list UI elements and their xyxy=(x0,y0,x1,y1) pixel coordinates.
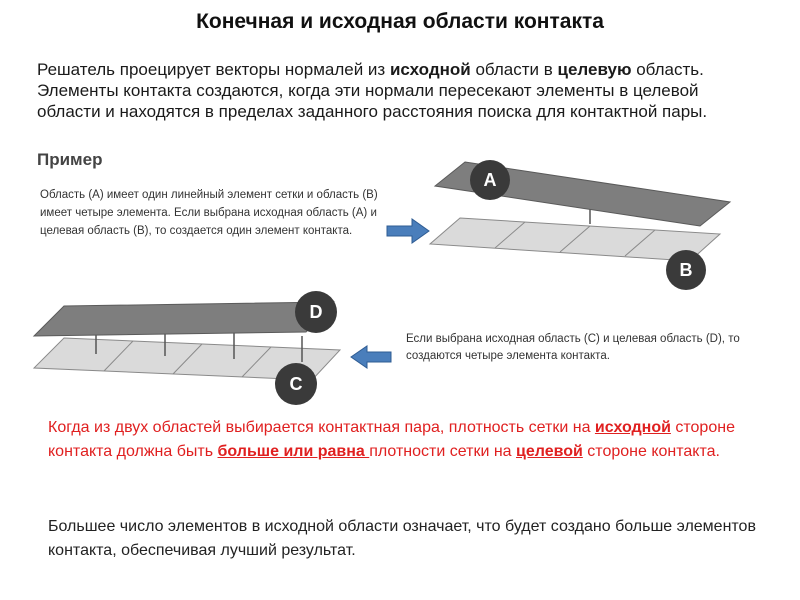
example1-description: Область (A) имеет один линейный элемент сетки и область (B) имеет четыре элемента. Если выбрана исходная область (A) и целевая область (B), то создается один элемент контакта. xyxy=(40,189,378,237)
note-text-2: стороне контакта должна быть xyxy=(48,419,735,460)
conclusion-paragraph: Большее число элементов в исходной области означает, что будет создано больше элементов контакта, обеспечивая лучший результат. xyxy=(48,518,756,559)
badge-b-label: B xyxy=(679,260,693,280)
badge-d-label: D xyxy=(309,302,323,322)
intro-source-term: исходной xyxy=(389,60,471,79)
diagram-2 xyxy=(34,288,344,418)
intro-text-1: Решатель проецирует векторы нормалей из xyxy=(37,60,390,79)
badge-a-label: A xyxy=(483,170,497,190)
arrow-left-icon xyxy=(350,345,392,369)
intro-target-term: целевую xyxy=(557,60,632,79)
plate-d xyxy=(34,302,334,336)
arrow-right-icon xyxy=(386,218,430,244)
intro-paragraph xyxy=(37,59,757,122)
mesh-density-note xyxy=(48,416,748,464)
example2-description: Если выбрана исходная область (C) и целевая область (D), то создаются четыре элемента контакта. xyxy=(406,333,740,362)
example-heading: Пример xyxy=(37,150,103,169)
note-text-4: стороне контакта. xyxy=(582,443,720,460)
badge-c-label: C xyxy=(289,374,303,394)
note-text-1: Когда из двух областей выбирается контактная пара, плотность сетки на xyxy=(48,419,595,436)
intro-text-2: области в xyxy=(470,60,558,79)
note-target-term: целевой xyxy=(516,443,583,460)
intro-text-3: область. Элементы контакта создаются, когда эти нормали пересекают элементы в целевой области и находятся в пределах заданного расстояния поиска для контактной пары. xyxy=(37,60,708,121)
diagram-1 xyxy=(430,156,730,296)
note-source-term: исходной xyxy=(594,419,671,436)
page-title: Конечная и исходная области контакта xyxy=(196,10,604,33)
note-greater-or-equal: больше или равна xyxy=(217,443,370,460)
note-text-3: плотности сетки на xyxy=(369,443,517,460)
